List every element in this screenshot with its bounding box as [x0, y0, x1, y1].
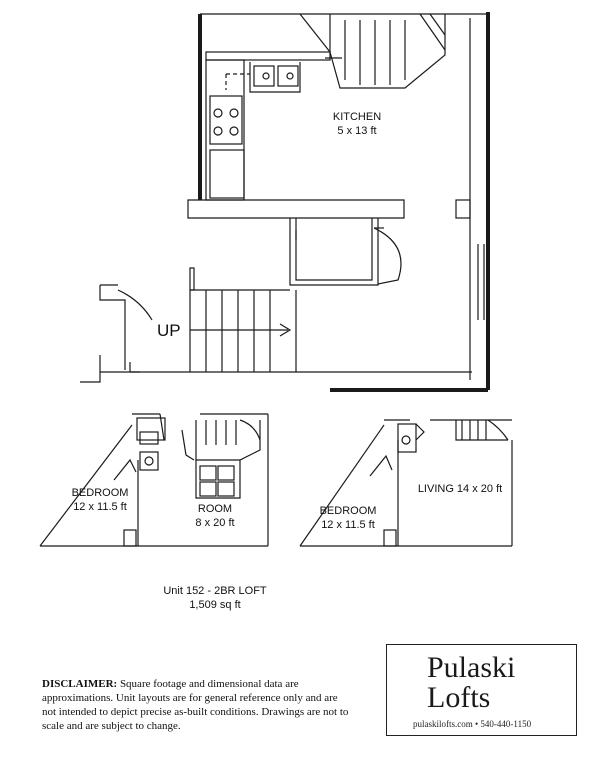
logo-phone: 540-440-1150	[480, 719, 532, 729]
stair-up-label: UP	[157, 321, 181, 340]
room-label	[182, 502, 248, 530]
kitchen-label	[324, 110, 390, 138]
logo-contact	[413, 719, 573, 729]
room-size: 8 x 20 ft	[195, 517, 235, 529]
kitchen-size: 5 x 13 ft	[337, 125, 377, 137]
bedroom-right-label	[308, 504, 388, 532]
bedroom-left-size: 12 x 11.5 ft	[73, 501, 127, 513]
disclaimer-text	[42, 677, 352, 733]
bedroom-left-label	[60, 486, 140, 514]
disclaimer-body: Square footage and dimensional data are approximations. Unit layouts are for general reference only and are not intended to depict precise as-built conditions. Drawings are not to scale and are subject to change.	[42, 678, 349, 732]
kitchen-counters	[188, 14, 445, 218]
logo-line-2: Lofts	[427, 681, 491, 714]
unit-area: 1,509 sq ft	[189, 599, 241, 611]
living-name: LIVING 14 x 20 ft	[417, 483, 503, 495]
room-name: ROOM	[197, 503, 233, 515]
unit-title: Unit 152 - 2BR LOFT	[163, 585, 267, 597]
living-label	[410, 482, 510, 496]
main-stair	[190, 290, 296, 372]
bedroom-right-name: BEDROOM	[319, 505, 377, 517]
pulaski-lofts-logo	[386, 644, 577, 736]
bedroom-right-size: 12 x 11.5 ft	[321, 519, 375, 531]
unit-caption	[140, 584, 290, 612]
kitchen-name: KITCHEN	[332, 111, 382, 123]
logo-website: pulaskilofts.com	[413, 719, 473, 729]
disclaimer-lead: DISCLAIMER:	[42, 678, 118, 690]
logo-separator: •	[475, 719, 479, 729]
logo-line-1: Pulaski	[427, 651, 516, 684]
bedroom-left-name: BEDROOM	[71, 487, 129, 499]
